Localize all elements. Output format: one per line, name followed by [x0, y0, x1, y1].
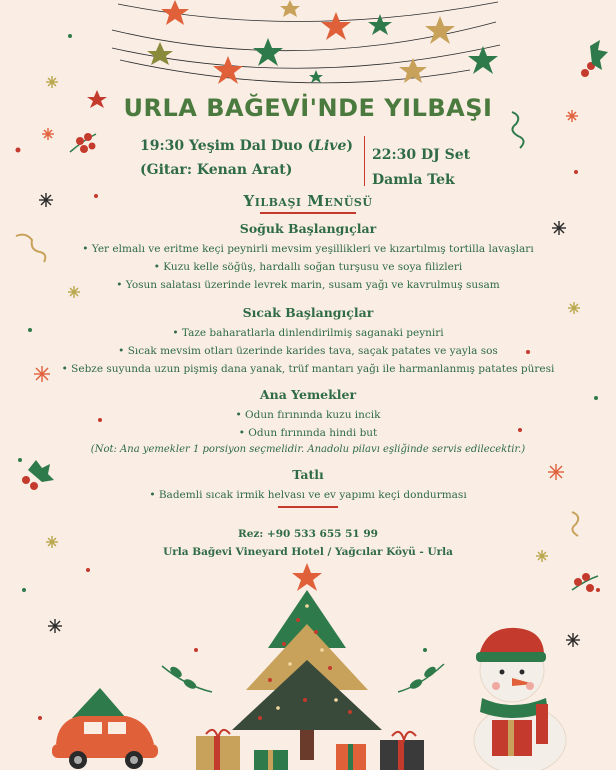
performance-right-line2: Damla Tek — [372, 172, 455, 188]
performance-right — [372, 143, 470, 193]
section-title-ana-yemekler: Ana Yemekler — [259, 387, 357, 402]
menu-item: • Odun fırınında hindi but — [238, 427, 378, 439]
page-title: URLA BAĞEVİ'NDE YILBAŞI — [123, 94, 493, 122]
performance-left-prefix: 19:30 Yeşim Dal Duo ( — [140, 138, 315, 154]
menu — [0, 218, 616, 508]
performance-right-line1: 22:30 DJ Set — [372, 147, 471, 163]
menu-item: • Bademli sıcak irmik helvası ve ev yapımı keçi dondurması — [149, 489, 467, 501]
section-title-tatli: Tatlı — [292, 467, 324, 482]
performance-left — [140, 134, 364, 182]
reservation-phone[interactable]: Rez: +90 533 655 51 99 — [238, 528, 378, 540]
menu-item: • Odun fırınında kuzu incik — [235, 409, 381, 421]
menu-heading-underline — [260, 212, 356, 214]
section-title-sicak-baslangiclar: Sıcak Başlangıçlar — [242, 305, 374, 320]
menu-item: • Kuzu kelle söğüş, hardallı soğan turşusu ve soya filizleri — [153, 261, 463, 273]
menu-item: • Yer elmalı ve eritme keçi peynirli mevsim yeşillikleri ve kızartılmış tortilla lavaşları — [82, 243, 534, 255]
menu-item: • Sebze suyunda uzun pişmiş dana yanak, trüf mantarı yağı ile harmanlanmış patates püresi — [61, 363, 555, 375]
menu-item: • Taze baharatlarla dinlendirilmiş saganaki peyniri — [172, 327, 444, 339]
performance-left-line2: (Gitar: Kenan Arat) — [140, 162, 293, 178]
performance-live-label: Live — [314, 138, 347, 154]
section-title-soguk-baslangiclar: Soğuk Başlangıçlar — [239, 221, 377, 236]
venue-address: Urla Bağevi Vineyard Hotel / Yağcılar Köyü - Urla — [163, 546, 453, 558]
menu-heading: Yılbaşı Menüsü — [243, 192, 373, 210]
menu-item: • Yosun salatası üzerinde levrek marin, susam yağı ve kavrulmuş susam — [116, 279, 500, 291]
christmas-tree-icon — [232, 563, 382, 760]
performance-left-line1 — [140, 134, 364, 158]
menu-item: • Sıcak mevsim otları üzerinde karides tava, saçak patates ve yayla sos — [118, 345, 498, 357]
garland-stars — [147, 0, 498, 84]
section-underline — [278, 506, 338, 508]
snowman-icon — [474, 628, 566, 770]
performance-divider — [364, 136, 365, 186]
section-gap — [0, 294, 616, 302]
menu-note: (Not: Ana yemekler 1 porsiyon seçmelidir. Anadolu pilavı eşliğinde servis edilecektir.) — [90, 444, 526, 455]
car-with-tree-icon — [52, 688, 158, 769]
performance-left-suffix: ) — [346, 138, 353, 154]
